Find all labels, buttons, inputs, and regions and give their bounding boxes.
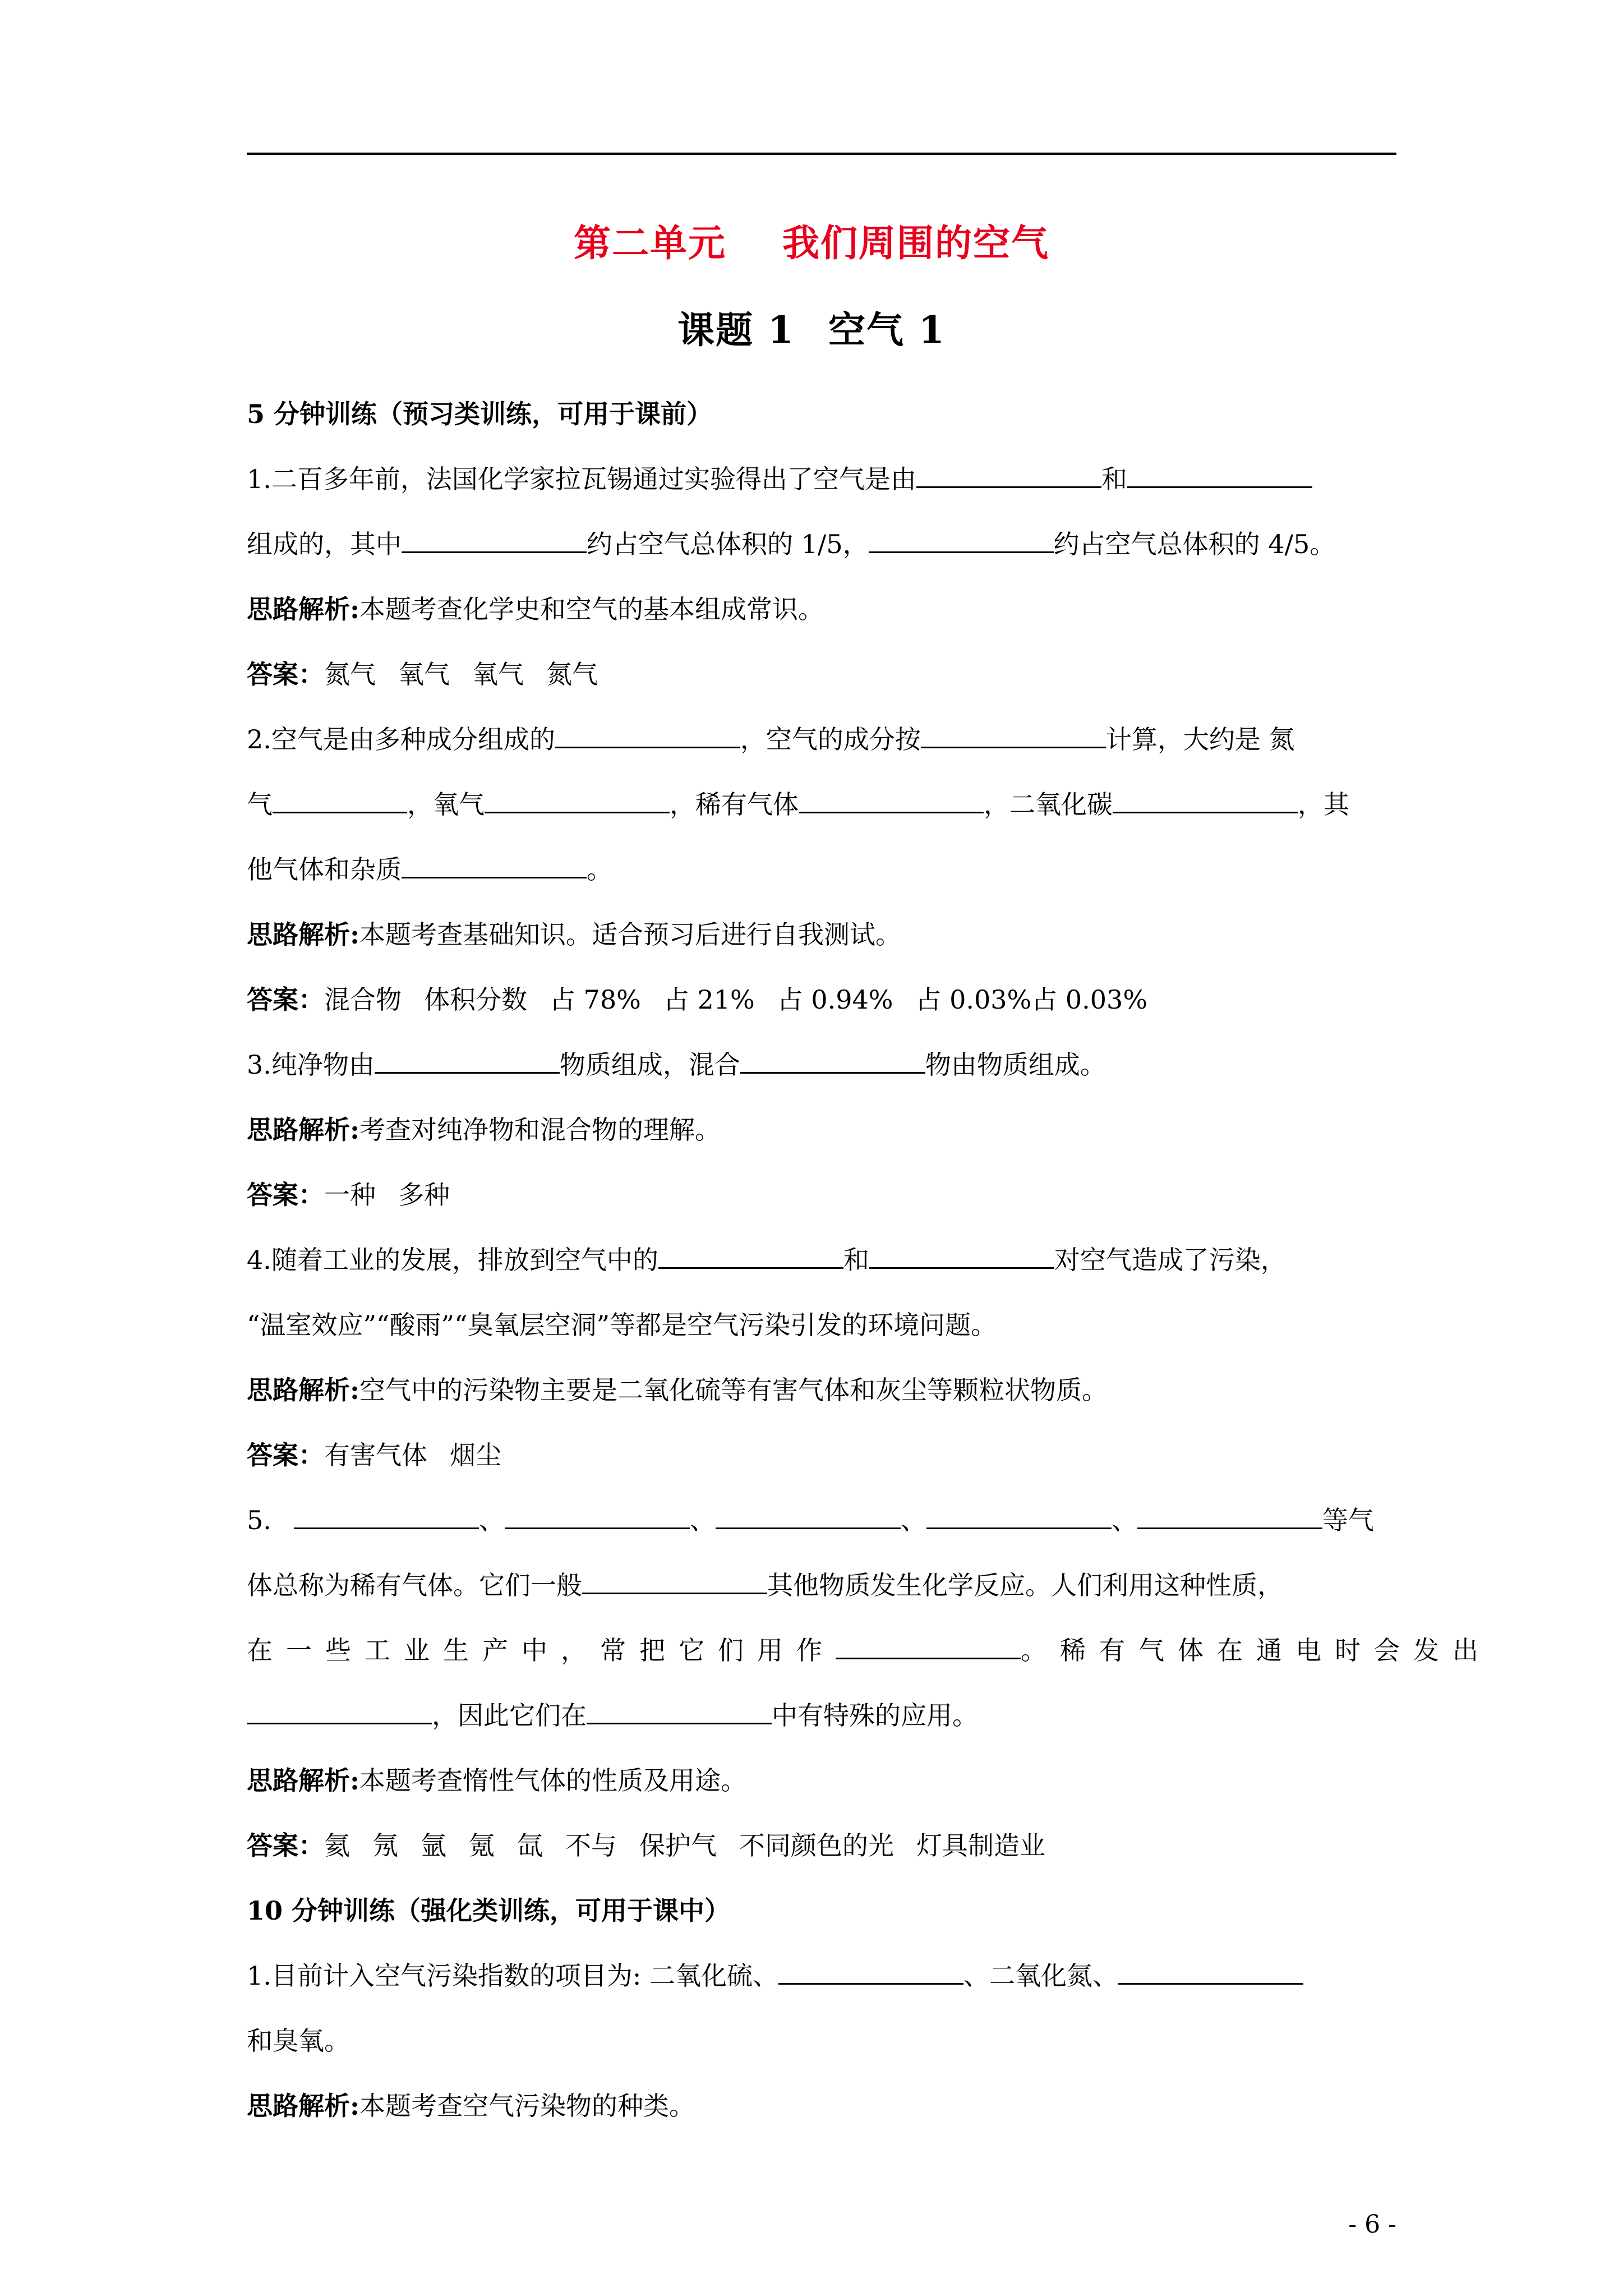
section2-question-1-line-1 bbox=[247, 1943, 1396, 2008]
q2-text: 2.空气是由多种成分组成的 bbox=[247, 724, 555, 754]
answer-blank[interactable] bbox=[247, 1700, 432, 1724]
answer-item: 氦 bbox=[324, 1830, 350, 1861]
answer-label: 答案： bbox=[247, 1440, 324, 1470]
question-1-line-1 bbox=[247, 447, 1396, 512]
answer-blank[interactable] bbox=[1118, 1961, 1303, 1985]
q3-text: 3.纯净物由 bbox=[247, 1050, 375, 1080]
answer-blank[interactable] bbox=[716, 1505, 901, 1529]
analysis-label: 思路解析: bbox=[247, 1765, 359, 1796]
q1-text: 约占空气总体积的 4/5。 bbox=[1053, 529, 1336, 559]
answer-item: 占 21% bbox=[663, 984, 755, 1015]
question-5-line-2 bbox=[247, 1553, 1396, 1618]
content bbox=[247, 381, 1492, 2138]
answer-blank[interactable] bbox=[402, 854, 587, 878]
question-5-line-1 bbox=[247, 1488, 1396, 1553]
answer-blank[interactable] bbox=[926, 1505, 1112, 1529]
answer-blank[interactable] bbox=[375, 1050, 560, 1074]
answer-item: 氪 bbox=[469, 1830, 495, 1861]
q2-text: 计算，大约是 氮 bbox=[1105, 724, 1295, 754]
question-2-line-1 bbox=[247, 707, 1396, 772]
s2q1-text: 、二氧化氮、 bbox=[963, 1961, 1119, 1991]
answer-blank[interactable] bbox=[869, 529, 1054, 553]
section2-question-1-line-2: 和臭氧。 bbox=[247, 2026, 350, 2056]
q4-text: 对空气造成了污染， bbox=[1054, 1245, 1287, 1275]
answer-item: 占 0.03%占 0.03% bbox=[915, 984, 1148, 1015]
q5-text: 中有特殊的应用。 bbox=[772, 1700, 978, 1731]
q3-text: 物由物质组成。 bbox=[925, 1050, 1106, 1080]
answer-item: 体积分数 bbox=[424, 984, 527, 1015]
analysis-text: 考查对纯净物和混合物的理解。 bbox=[359, 1115, 721, 1145]
q1-text: 组成的，其中 bbox=[247, 529, 402, 559]
q5-separator: 、 bbox=[900, 1505, 926, 1535]
answer-label: 答案： bbox=[247, 1180, 324, 1210]
answer-item: 氖 bbox=[372, 1830, 398, 1861]
analysis-text: 本题考查化学史和空气的基本组成常识。 bbox=[359, 594, 824, 624]
q5-text: 体总称为稀有气体。它们一般 bbox=[247, 1570, 582, 1600]
answer-blank[interactable] bbox=[1137, 1505, 1322, 1529]
question-5-answer bbox=[247, 1813, 1396, 1878]
q5-text: 在一些工业生产中，常把它们用作 bbox=[247, 1635, 836, 1665]
q2-text: 他气体和杂质 bbox=[247, 854, 402, 885]
answer-item: 不与 bbox=[565, 1830, 617, 1861]
answer-blank[interactable] bbox=[587, 1700, 772, 1724]
answer-item: 多种 bbox=[398, 1180, 450, 1210]
section2-question-1-analysis bbox=[247, 2073, 1396, 2138]
q2-text: 。 bbox=[587, 854, 612, 885]
q5-separator: 、 bbox=[1111, 1505, 1137, 1535]
analysis-text: 本题考查基础知识。适合预习后进行自我测试。 bbox=[359, 919, 901, 950]
answer-blank[interactable] bbox=[799, 789, 984, 813]
analysis-text: 本题考查惰性气体的性质及用途。 bbox=[359, 1765, 746, 1796]
q2-text: ，氧气 bbox=[407, 789, 485, 820]
question-2-line-3 bbox=[247, 837, 1396, 902]
answer-item: 混合物 bbox=[324, 984, 402, 1015]
analysis-label: 思路解析: bbox=[247, 1375, 359, 1405]
lesson-title-part2: 空气 1 bbox=[828, 308, 946, 352]
answer-item: 烟尘 bbox=[450, 1440, 501, 1470]
question-2-line-2 bbox=[247, 772, 1396, 837]
answer-blank[interactable] bbox=[294, 1505, 479, 1529]
q5-separator: 、 bbox=[478, 1505, 505, 1535]
answer-blank[interactable] bbox=[836, 1635, 1021, 1659]
answer-blank[interactable] bbox=[778, 1961, 963, 1985]
question-2-analysis bbox=[247, 902, 1396, 967]
question-4-analysis bbox=[247, 1358, 1396, 1423]
answer-item: 占 0.94% bbox=[777, 984, 893, 1015]
answer-item: 氮气 bbox=[546, 659, 598, 689]
q5-text: 5. bbox=[247, 1505, 271, 1535]
q2-text: 气 bbox=[247, 789, 273, 820]
answer-blank[interactable] bbox=[555, 724, 740, 748]
analysis-text: 空气中的污染物主要是二氧化硫等有害气体和灰尘等颗粒状物质。 bbox=[359, 1375, 1108, 1405]
q5-text: 其他物质发生化学反应。人们利用这种性质， bbox=[767, 1570, 1283, 1600]
answer-item: 氮气 bbox=[324, 659, 376, 689]
answer-blank[interactable] bbox=[740, 1050, 925, 1074]
q2-text: ，其 bbox=[1298, 789, 1349, 820]
answer-item: 占 78% bbox=[550, 984, 641, 1015]
question-1-line-2 bbox=[247, 512, 1396, 577]
analysis-label: 思路解析: bbox=[247, 1115, 359, 1145]
answer-label: 答案： bbox=[247, 1830, 324, 1861]
q2-text: ，二氧化碳 bbox=[984, 789, 1113, 820]
q3-text: 物质组成，混合 bbox=[559, 1050, 740, 1080]
answer-item: 一种 bbox=[324, 1180, 376, 1210]
answer-blank[interactable] bbox=[273, 789, 407, 813]
answer-blank[interactable] bbox=[916, 464, 1101, 488]
analysis-text: 本题考查空气污染物的种类。 bbox=[359, 2091, 695, 2121]
answer-item: 氧气 bbox=[398, 659, 450, 689]
answer-label: 答案： bbox=[247, 984, 324, 1015]
q2-text: ，空气的成分按 bbox=[740, 724, 921, 754]
question-1-analysis bbox=[247, 577, 1396, 642]
q1-text: 1.二百多年前，法国化学家拉瓦锡通过实验得出了空气是由 bbox=[247, 464, 916, 494]
unit-title bbox=[0, 213, 1623, 266]
answer-blank[interactable] bbox=[921, 724, 1106, 748]
answer-blank[interactable] bbox=[869, 1245, 1054, 1269]
lesson-title-part1: 课题 1 bbox=[677, 308, 795, 352]
q2-text: ，稀有气体 bbox=[670, 789, 799, 820]
question-3-answer bbox=[247, 1162, 1396, 1227]
question-5-analysis bbox=[247, 1748, 1396, 1813]
section-heading-10min: 10 分钟训练（强化类训练，可用于课中） bbox=[247, 1895, 731, 1926]
q1-text: 约占空气总体积的 1/5， bbox=[587, 529, 869, 559]
answer-blank[interactable] bbox=[582, 1570, 767, 1594]
answer-item: 氧气 bbox=[472, 659, 524, 689]
question-3-line-1 bbox=[247, 1032, 1396, 1097]
question-4-answer bbox=[247, 1423, 1396, 1488]
s2q1-text: 1.目前计入空气污染指数的项目为: 二氧化硫、 bbox=[247, 1961, 779, 1991]
answer-item: 保护气 bbox=[639, 1830, 717, 1861]
header-rule bbox=[247, 153, 1396, 155]
question-2-answer bbox=[247, 967, 1396, 1032]
answer-label: 答案： bbox=[247, 659, 324, 689]
question-5-line-4 bbox=[247, 1683, 1396, 1748]
question-3-analysis bbox=[247, 1097, 1396, 1162]
q5-text: 等气 bbox=[1322, 1505, 1374, 1535]
answer-item: 有害气体 bbox=[324, 1440, 427, 1470]
unit-title-part1: 第二单元 bbox=[574, 221, 726, 265]
answer-blank[interactable] bbox=[1127, 464, 1312, 488]
question-1-answer bbox=[247, 642, 1396, 707]
analysis-label: 思路解析: bbox=[247, 594, 359, 624]
answer-blank[interactable] bbox=[485, 789, 670, 813]
q1-text: 和 bbox=[1101, 464, 1127, 494]
q4-text: 和 bbox=[843, 1245, 869, 1275]
answer-item: 灯具制造业 bbox=[916, 1830, 1045, 1861]
answer-blank[interactable] bbox=[505, 1505, 690, 1529]
q5-text: 。稀有气体在通电时会发出 bbox=[1021, 1635, 1492, 1665]
answer-blank[interactable] bbox=[1113, 789, 1298, 813]
analysis-label: 思路解析: bbox=[247, 919, 359, 950]
analysis-label: 思路解析: bbox=[247, 2091, 359, 2121]
page-number: - 6 - bbox=[1348, 2210, 1396, 2239]
question-5-line-3 bbox=[247, 1618, 1492, 1683]
q5-separator: 、 bbox=[689, 1505, 716, 1535]
answer-item: 氙 bbox=[517, 1830, 543, 1861]
answer-blank[interactable] bbox=[402, 529, 587, 553]
q4-text: 4.随着工业的发展，排放到空气中的 bbox=[247, 1245, 658, 1275]
q5-text: ，因此它们在 bbox=[432, 1700, 587, 1731]
answer-item: 不同颜色的光 bbox=[739, 1830, 894, 1861]
lesson-title bbox=[0, 300, 1623, 353]
answer-item: 氩 bbox=[421, 1830, 446, 1861]
question-4-line-2: “温室效应”“酸雨”“臭氧层空洞”等都是空气污染引发的环境问题。 bbox=[247, 1310, 997, 1340]
unit-title-part2: 我们周围的空气 bbox=[782, 221, 1049, 265]
section-heading-5min: 5 分钟训练（预习类训练，可用于课前） bbox=[247, 399, 713, 429]
answer-blank[interactable] bbox=[658, 1245, 843, 1269]
question-4-line-1 bbox=[247, 1227, 1396, 1292]
